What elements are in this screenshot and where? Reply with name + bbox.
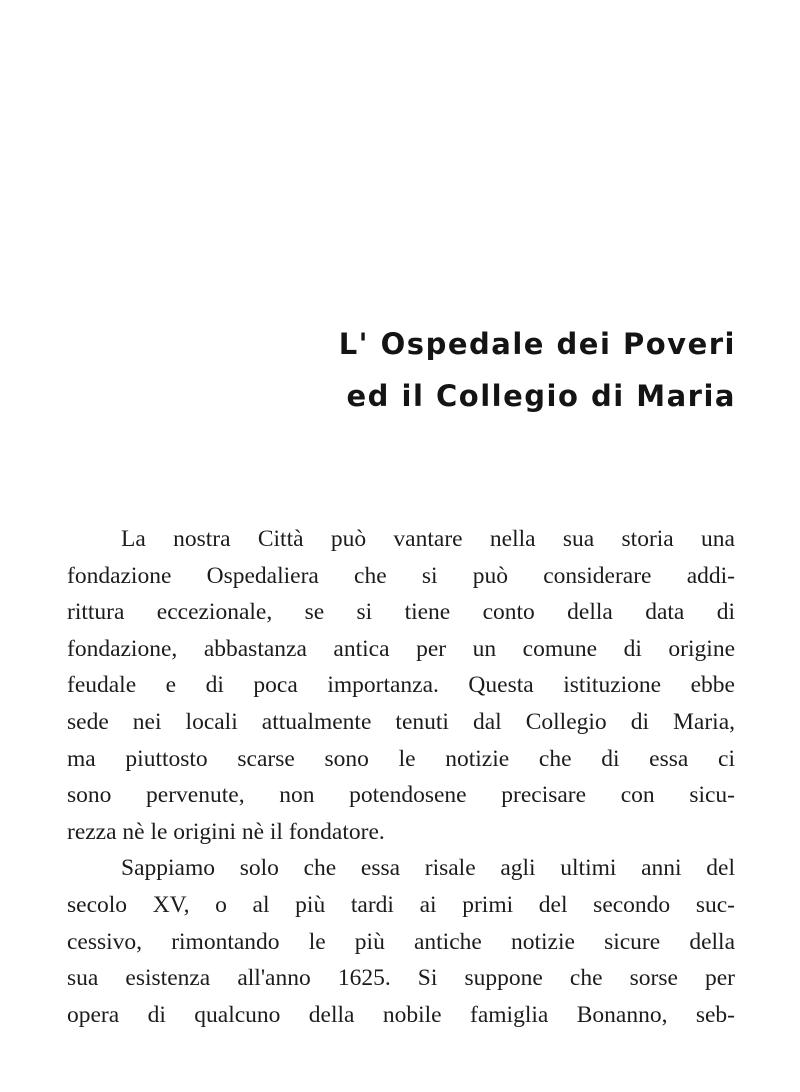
text-line: cessivo, rimontando le più antiche notizie sicure della: [67, 928, 735, 955]
text-line: sua esistenza all'anno 1625. Si suppone che sorse per: [67, 965, 735, 992]
text-line: secolo XV, o al più tardi ai primi del secondo suc-: [67, 891, 735, 918]
text-line: ma piuttosto scarse sono le notizie che di essa ci: [67, 745, 735, 772]
text-line: fondazione, abbastanza antica per un comune di origine: [67, 635, 735, 662]
text-line: sede nei locali attualmente tenuti dal Collegio di Maria,: [67, 708, 735, 735]
chapter-title-line-1: L' Ospedale dei Poveri: [338, 327, 736, 361]
body-text: [67, 521, 735, 1033]
text-line: sono pervenute, non potendosene precisare con sicu-: [67, 782, 735, 809]
text-line: feudale e di poca importanza. Questa istituzione ebbe: [67, 672, 735, 699]
text-line: rezza nè le origini nè il fondatore.: [67, 818, 385, 845]
text-line: rittura eccezionale, se si tiene conto della data di: [67, 599, 735, 626]
paragraph-2: [67, 850, 735, 1033]
chapter-title-line-2: ed il Collegio di Maria: [346, 379, 736, 413]
paragraph-1: [67, 521, 735, 850]
chapter-title: [339, 318, 736, 422]
text-line: fondazione Ospedaliera che si può considerare addi-: [67, 562, 735, 589]
text-line: opera di qualcuno della nobile famiglia Bonanno, seb-: [67, 1001, 735, 1028]
text-line: La nostra Città può vantare nella sua storia una: [121, 526, 735, 552]
text-line: Sappiamo solo che essa risale agli ultimi anni del: [121, 855, 735, 882]
